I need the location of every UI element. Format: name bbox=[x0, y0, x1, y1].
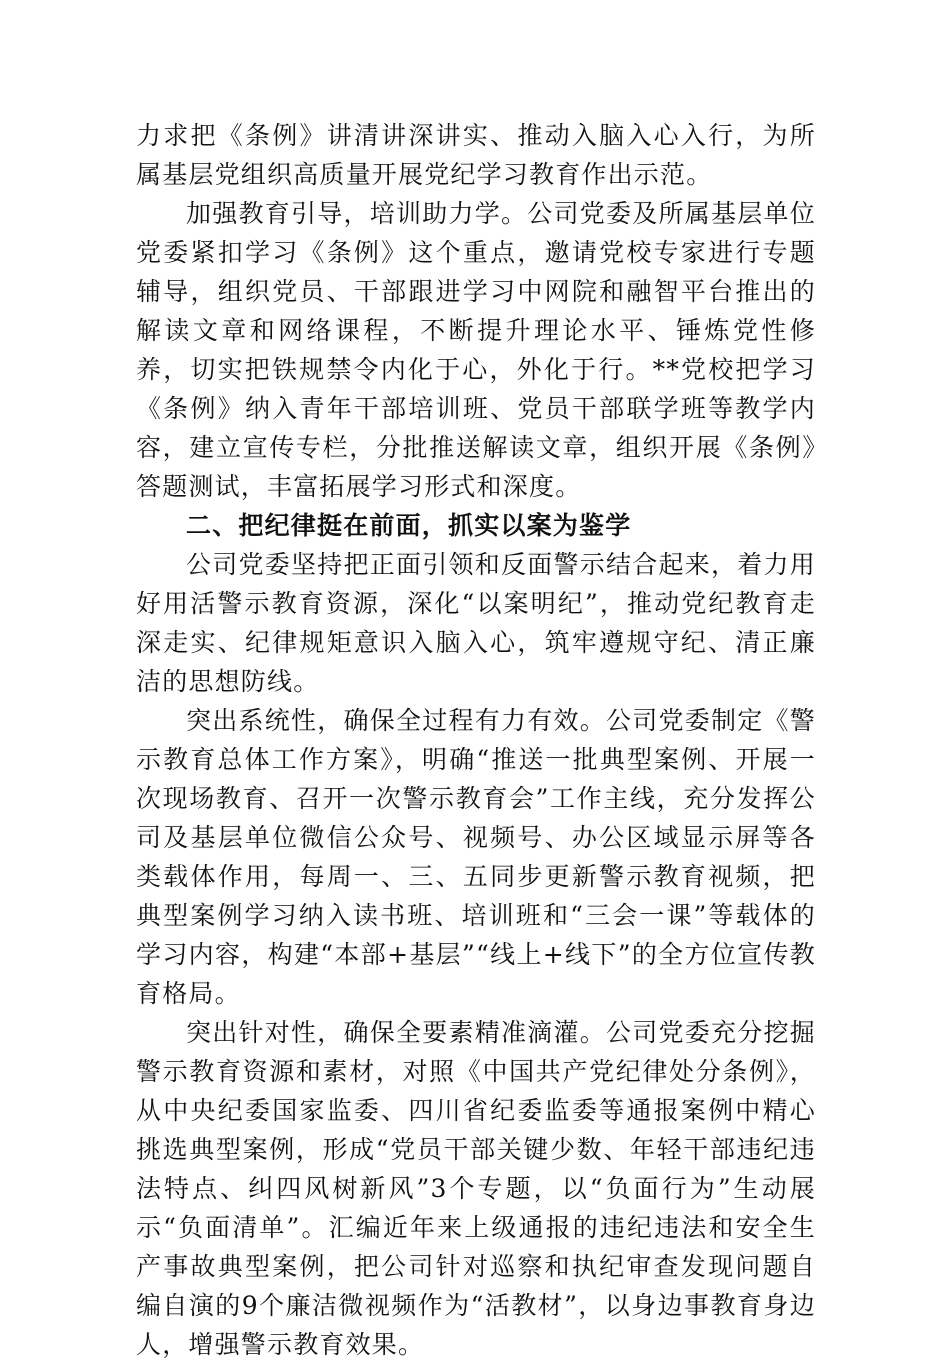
paragraph-targeted: 突出针对性，确保全要素精准滴灌。公司党委充分挖掘警示教育资源和素材，对照《中国共产党纪律处分条例》，从中央纪委国家监委、四川省纪委监委等通报案例中精心挑选典型案例，形成“党员干部关键少数、年轻干部违纪违法特点、纠四风树新风”3个专题，以“负面行为”生动展示“负面清单”。汇编近年来上级通报的违纪违法和安全生产事故典型案例，把公司针对巡察和执纪审查发现问题自编自演的9个廉洁微视频作为“活教材”，以身边事教育身边人，增强警示教育效果。 bbox=[136, 1018, 816, 1359]
paragraph-continuation: 力求把《条例》讲清讲深讲实、推动入脑入心入行，为所属基层党组织高质量开展党纪学习教育作出示范。 bbox=[136, 121, 816, 189]
paragraph-systematic: 突出系统性，确保全过程有力有效。公司党委制定《警示教育总体工作方案》，明确“推送一批典型案例、开展一次现场教育、召开一次警示教育会”工作主线，充分发挥公司及基层单位微信公众号、视频号、办公区域显示屏等各类载体作用，每周一、三、五同步更新警示教育视频，把典型案例学习纳入读书班、培训班和“三会一课”等载体的学习内容，构建“本部+基层”“线上+线下”的全方位宣传教育格局。 bbox=[136, 706, 816, 1008]
document-page bbox=[136, 116, 816, 1364]
paragraph-warning-education-intro: 公司党委坚持把正面引领和反面警示结合起来，着力用好用活警示教育资源，深化“以案明纪”，推动党纪教育走深走实、纪律规矩意识入脑入心，筑牢遵规守纪、清正廉洁的思想防线。 bbox=[136, 550, 816, 696]
paragraph-education-guidance: 加强教育引导，培训助力学。公司党委及所属基层单位党委紧扣学习《条例》这个重点，邀请党校专家进行专题辅导，组织党员、干部跟进学习中网院和融智平台推出的解读文章和网络课程，不断提升理论水平、锤炼党性修养，切实把铁规禁令内化于心，外化于行。**党校把学习《条例》纳入青年干部培训班、党员干部联学班等教学内容，建立宣传专栏，分批推送解读文章，组织开展《条例》答题测试，丰富拓展学习形式和深度。 bbox=[136, 199, 816, 501]
section-heading-2: 二、把纪律挺在前面，抓实以案为鉴学 bbox=[186, 511, 632, 540]
